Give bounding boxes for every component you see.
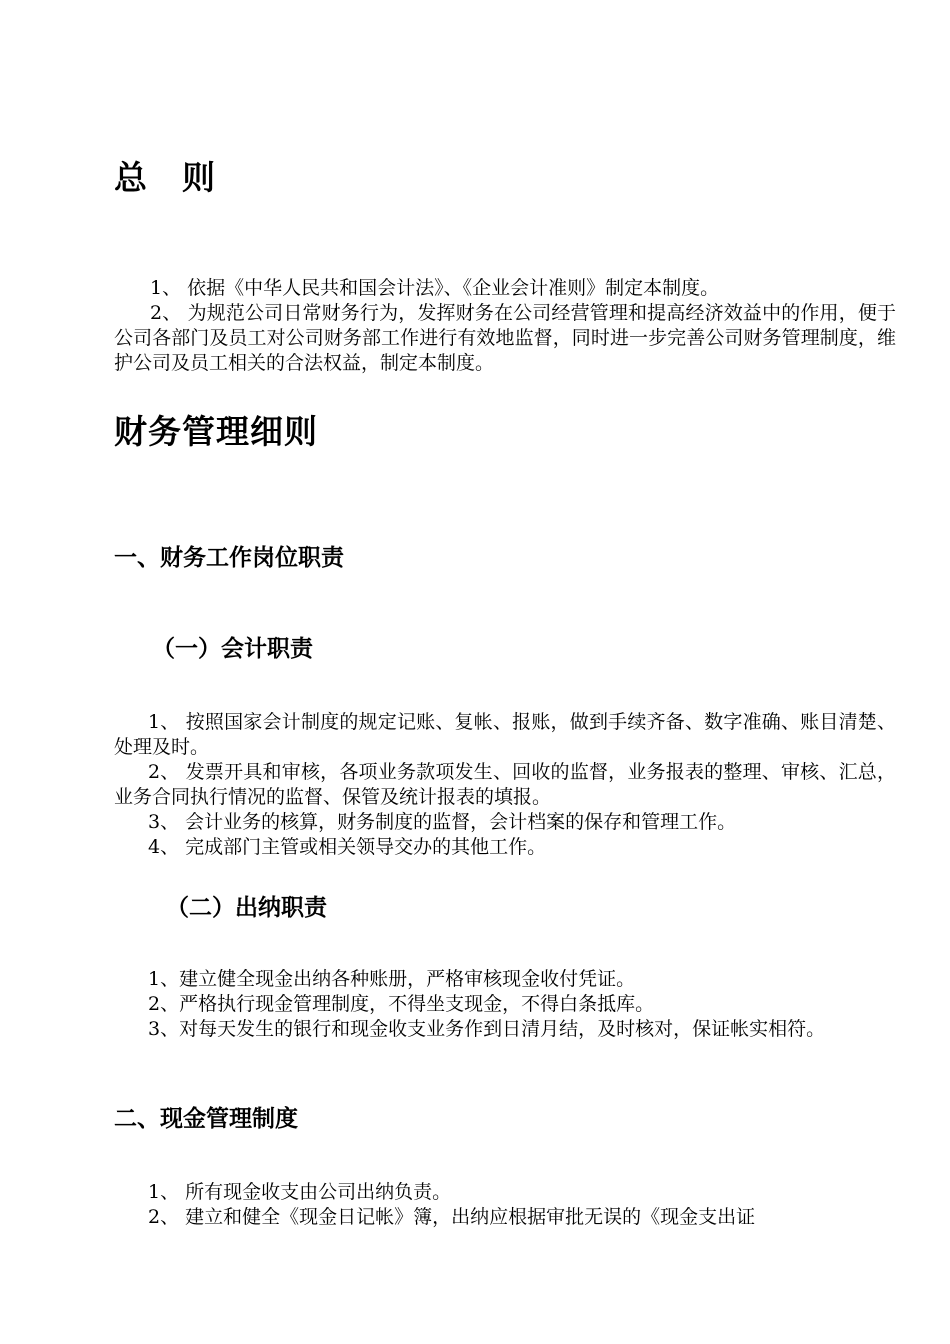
subsection-heading-cashier: （二）出纳职责 bbox=[166, 895, 327, 921]
detail-title: 财务管理细则 bbox=[114, 412, 318, 451]
accounting-item-1: 1、 按照国家会计制度的规定记账、复帐、报账，做到手续齐备、数字准确、账目清楚、处理及时。 bbox=[114, 711, 896, 758]
cashier-item-3: 3、对每天发生的银行和现金收支业务作到日清月结，及时核对，保证帐实相符。 bbox=[148, 1018, 826, 1040]
accounting-item-3: 3、 会计业务的核算，财务制度的监督，会计档案的保存和管理工作。 bbox=[148, 811, 737, 833]
accounting-item-2: 2、 发票开具和审核，各项业务款项发生、回收的监督，业务报表的整理、审核、汇总，业务合同执行情况的监督、保管及统计报表的填报。 bbox=[114, 761, 896, 808]
general-paragraph-1: 1、 依据《中华人民共和国会计法》、《企业会计准则》制定本制度。 bbox=[150, 277, 720, 299]
subsection-heading-accounting: （一）会计职责 bbox=[152, 636, 313, 662]
general-title-second-char: 则 bbox=[182, 158, 216, 197]
general-paragraph-2: 2、 为规范公司日常财务行为，发挥财务在公司经营管理和提高经济效益中的作用，便于公司各部门及员工对公司财务部工作进行有效地监督，同时进一步完善公司财务管理制度，维护公司及员工相关的合法权益，制定本制度。 bbox=[114, 302, 896, 374]
cashier-item-1: 1、建立健全现金出纳各种账册，严格审核现金收付凭证。 bbox=[148, 968, 636, 990]
general-title-first-char: 总 bbox=[114, 158, 148, 197]
cash-item-2: 2、 建立和健全《现金日记帐》簿，出纳应根据审批无误的《现金支出证 bbox=[148, 1206, 756, 1228]
cashier-item-2: 2、严格执行现金管理制度，不得坐支现金，不得白条抵库。 bbox=[148, 993, 655, 1015]
general-title bbox=[114, 152, 216, 199]
section-heading-cash-management: 二、现金管理制度 bbox=[114, 1106, 298, 1132]
section-heading-duties: 一、财务工作岗位职责 bbox=[114, 545, 344, 571]
accounting-item-4: 4、 完成部门主管或相关领导交办的其他工作。 bbox=[148, 836, 547, 858]
cash-item-1: 1、 所有现金收支由公司出纳负责。 bbox=[148, 1181, 452, 1203]
